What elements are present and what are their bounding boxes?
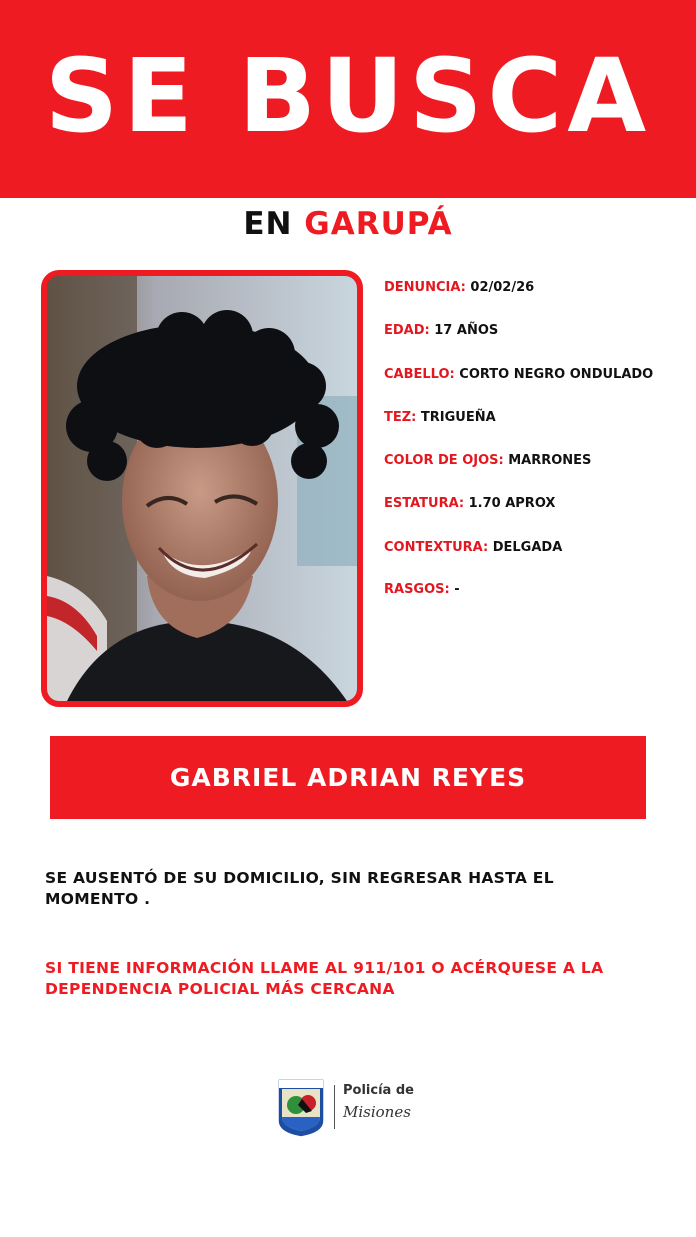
detail-tez: TEZ: TRIGUEÑA [384, 410, 496, 425]
logo-text-line2: Misiones [343, 1103, 411, 1121]
detail-cabello: CABELLO: CORTO NEGRO ONDULADO [384, 367, 654, 382]
location-city: GARUPÁ [304, 206, 453, 242]
logo-divider [334, 1085, 335, 1129]
detail-edad: EDAD: 17 AÑOS [384, 323, 499, 338]
name-banner [50, 736, 646, 819]
page-title: SE BUSCA [44, 37, 652, 156]
detail-color-de-ojos: COLOR DE OJOS: MARRONES [384, 453, 592, 468]
portrait-image [47, 276, 357, 701]
detail-contextura: CONTEXTURA: DELGADA [384, 540, 563, 555]
detail-denuncia: DENUNCIA: 02/02/26 [384, 280, 535, 295]
person-name: GABRIEL ADRIAN REYES [169, 763, 527, 792]
absence-statement: SE AUSENTÓ DE SU DOMICILIO, SIN REGRESAR HASTA EL MOMENTO . [45, 869, 554, 908]
header-banner [0, 0, 696, 198]
detail-estatura: ESTATURA: 1.70 APROX [384, 496, 556, 511]
location-heading [0, 206, 696, 242]
missing-person-photo [41, 270, 363, 707]
location-prefix: EN [243, 206, 293, 242]
police-logo [276, 1075, 426, 1141]
detail-rasgos: RASGOS: - [384, 582, 460, 597]
logo-text-line1: Policía de [343, 1083, 414, 1098]
police-shield-icon [276, 1077, 326, 1139]
contact-instructions: SI TIENE INFORMACIÓN LLAME AL 911/101 O ACÉRQUESE A LA DEPENDENCIA POLICIAL MÁS CERCANA [45, 959, 604, 998]
